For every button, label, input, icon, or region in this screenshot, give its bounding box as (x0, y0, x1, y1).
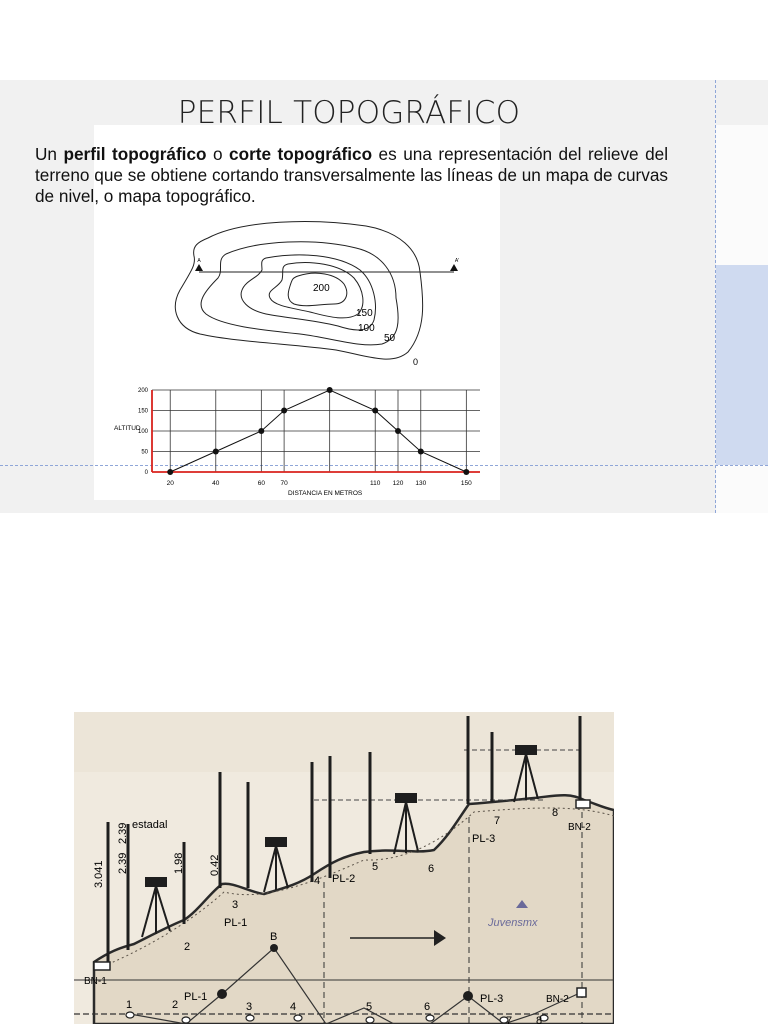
chart-data-point (395, 428, 401, 434)
contour-map (170, 220, 470, 370)
label-b6: 6 (424, 1001, 431, 1013)
chart-ytick-label: 100 (137, 429, 148, 435)
slide-title: PERFIL TOPOGRÁFICO (177, 95, 521, 131)
chart-xtick-label: 150 (460, 480, 472, 487)
chart-data-point (463, 469, 469, 475)
label-b3: 3 (246, 1001, 253, 1013)
label-rod-239a: 2.39 (117, 822, 129, 844)
label-n6: 6 (428, 863, 435, 875)
chart-data-point (372, 408, 378, 414)
chart-data-point (258, 428, 264, 434)
paper-top-fade (74, 712, 614, 772)
label-b7: 7 (506, 1015, 513, 1024)
label-rod-3041: 3.041 (93, 860, 105, 888)
survey-drawing (74, 712, 614, 1024)
label-bn2: BN-2 (568, 822, 591, 833)
chart-ylabel: ALTITUD (114, 425, 141, 432)
marker-a-label: A (197, 258, 201, 264)
chart-xtick-label: 130 (415, 480, 427, 487)
chart-xlabel: DISTANCIA EN METROS (287, 490, 363, 497)
contour-label-100: 100 (358, 323, 375, 334)
chart-xtick-label: 20 (166, 480, 174, 487)
slide-deco-panel (716, 125, 768, 265)
label-bn2-plan: BN-2 (546, 994, 569, 1005)
label-b5: 5 (366, 1001, 373, 1013)
intro-text-3: es una representación del relieve del terreno que se obtiene cortando transversalmente las líneas de un mapa de curvas de nivel, o mapa topográfico. (35, 144, 669, 206)
marker-a-triangle (195, 264, 203, 271)
chart-ytick-label: 0 (144, 470, 148, 476)
label-rod-198: 1.98 (173, 852, 185, 874)
slide-deco-panel-bottom (716, 465, 768, 513)
chart-data-point (418, 449, 424, 455)
label-b1: 1 (126, 999, 133, 1011)
label-pl1-plan: PL-1 (184, 991, 208, 1003)
chart-data-point (327, 387, 333, 393)
slide-deco-blue-panel (716, 265, 768, 465)
station-b (270, 944, 278, 952)
label-n5: 5 (372, 861, 379, 873)
turn-point-pl3 (463, 991, 473, 1001)
turn-point-pl1 (217, 989, 227, 999)
contour-label-150: 150 (356, 308, 373, 319)
watermark-text: Juvensmx (488, 917, 538, 929)
intro-term-corte: corte topográfico (229, 144, 373, 164)
chart-xtick-label: 110 (370, 480, 381, 487)
label-n8: 8 (552, 807, 559, 819)
bench-mark-1 (94, 962, 110, 970)
bench-mark-2 (576, 800, 590, 808)
intro-text-1: Un (35, 144, 64, 164)
intro-text-2: o (206, 144, 230, 164)
chart-data-point (281, 408, 287, 414)
label-b2: 2 (172, 999, 179, 1011)
label-estadal: estadal (132, 819, 168, 831)
chart-data-point (167, 469, 173, 475)
label-pl2: PL-2 (332, 873, 356, 885)
chart-xtick-label: 40 (212, 480, 220, 487)
profile-chart (100, 382, 500, 500)
guide-line-vertical (715, 80, 716, 513)
contour-label-0: 0 (413, 357, 419, 367)
bench-mark-2-plan (577, 988, 586, 997)
label-n3: 3 (232, 899, 239, 911)
chart-ytick-label: 150 (137, 408, 148, 415)
chart-ytick-label: 50 (141, 449, 148, 456)
label-bn1: BN-1 (84, 976, 107, 987)
label-n4: 4 (314, 875, 321, 887)
label-pl3-plan: PL-3 (480, 993, 504, 1005)
label-pl3: PL-3 (472, 833, 496, 845)
label-rod-239b: 2.39 (117, 852, 129, 874)
chart-ytick-label: 200 (137, 388, 148, 394)
chart-data-point (213, 449, 219, 455)
label-n2: 2 (184, 941, 191, 953)
chart-xtick-label: 60 (257, 480, 265, 487)
label-b: B (270, 931, 278, 943)
label-pl1: PL-1 (224, 917, 248, 929)
intro-paragraph (35, 144, 668, 207)
label-rod-042: 0.42 (209, 854, 221, 876)
marker-a-prime-triangle (450, 264, 458, 271)
survey-figure (74, 712, 614, 1024)
intro-term-perfil: perfil topográfico (63, 144, 207, 164)
contour-label-200: 200 (313, 283, 330, 294)
label-n7: 7 (494, 815, 501, 827)
label-b4: 4 (290, 1001, 297, 1013)
contour-label-50: 50 (384, 333, 396, 344)
chart-xtick-label: 120 (392, 480, 404, 487)
label-b8: 8 (536, 1015, 543, 1024)
chart-xtick-label: 70 (280, 480, 288, 487)
marker-a-prime-label: A' (454, 258, 460, 264)
